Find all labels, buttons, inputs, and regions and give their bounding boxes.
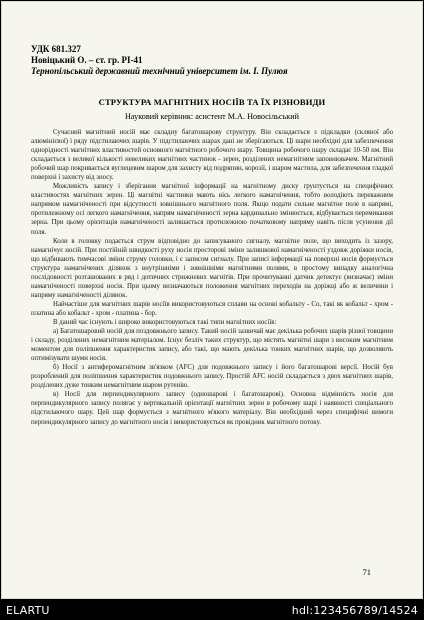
paragraph: в) Носії для перпендикулярного запису (одношарові і багатошарові). Основна відмінність носія для перпендикулярного запису полягає у вертикальній орієнтації магнітних зерен в робочому шарі і наявності спеціального підстилаючого шару. Цей шар формується з магнітного м'якого матеріалу. Він необхідний через специфічні вимоги перпендикулярного запису до магнітного носія і використовується як провідник магнітного потоку. xyxy=(31,391,393,426)
udc-code: УДК 681.327 xyxy=(31,44,81,54)
paragraph: а) Багатошаровий носій для поздовжнього запису. Такий носій зазвичай має декілька робочих шарів різної товщини і складу, розділених немагнітним матеріалом. Існує безліч таких структур, що містять магнітні шари з високим магнітним моментом для поліпшення характеристик запису, або такі, що мають декілька тонких магнітних шарів, що дозволяють оптимізувати шуми носія. xyxy=(31,328,393,363)
advisor-line: Науковий керівник: асистент М.А. Новосільський xyxy=(124,112,300,121)
paragraph: Сучасний магнітний носій має складну багатошарову структуру. Він складається з підкладки (скляної або алюмінієвої) і ряду підстилаючих шарів. У підстилаючих шарах дані не зберігаються. Ці шари необхідні для забезпечення однорідності магнітних властивостей основного магнітного робочого шару. Товщина робочого шару складає 10-50 нм. Він складається з великої кількості невеликих магнітних частинок - зерен, розділених немагнітним заповнювачем. Магнітний робочий шар покривається вуглецевим шаром для захисту від подряпин, корозії, і шаром мастила, для забезпечення гладкої поверхні і захисту від зносу. xyxy=(31,129,393,182)
paragraph: Найчастіше для магнітних шарів носіїв використовуються сплави на основі кобальту - Co, такі як кобальт - хром - платина або кобальт - хром - платина - бор. xyxy=(31,300,393,317)
article-body xyxy=(31,128,393,427)
repository-name: ELARTU xyxy=(6,604,50,617)
paragraph: В даний час існують і широко використовуються такі типи магнітних носіїв: xyxy=(53,318,277,326)
document-page xyxy=(1,1,423,599)
paragraph: б) Носії з антиферомагнітним зв'язком (AFC) для подовжнього запису і його багатошарові версії. Носій був розроблений для поліпшення характеристик подовжнього запису. Простій AFC носій складається з двох магнітних шарів, розділених дуже тонким немагнітним шаром рутенію. xyxy=(31,364,393,390)
page-number: 71 xyxy=(362,567,371,577)
paragraph: Можливість запису і зберігання магнітної інформації на магнітному диску ґрунтується на специфічних властивостях магнітних зерен. Ці магнітні частинки мають вісь легкого намагнічення, тобто володіють переважним напрямом намагніченості при відсутності зовнішнього магнітного поля. Якщо подати сильне магнітне поле в напрямі, протилежному осі легкого намагнічення, напрям намагніченості зерна кардинально змінюється, відбувається перемикання зерна. При цьому орієнтація намагніченості залишається протилежною початковому напряму навіть після усунення дії поля. xyxy=(31,183,393,236)
paragraph: Коли в головку подається струм відповідно до записуваного сигналу, магнітне поле, що виходить із зазору, намагнічує носій. При постійній швидкості руху носія просторові зміни залишкової намагніченості уздовж доріжки носія, що відбивають тимчасові зміни струму головки, і є записом сигналу. При записі інформації на поверхні носія формується структура намагнічених ділянок з внутрішніми і зовнішніми магнітними полями, в простому випадку аналогічна послідовності розташованих в ряд і дотичних стрижневих магнітів. При прочитуванні датчик детектує (визначає) зміни намагніченості поверхні носія. При цьому визначаються положення магнітних переходів на доріжці або ж величини і напряму намагніченості ділянок. xyxy=(31,237,393,299)
handle-identifier: hdl:123456789/14524 xyxy=(291,604,418,617)
author-line: Новіцький О. – ст. гр. РІ-41 xyxy=(31,55,143,65)
article-title: СТРУКТУРА МАГНІТНИХ НОСІЇВ ТА ЇХ РІЗНОВИДИ xyxy=(98,97,326,107)
university-line: Тернопільський державний технічний університет ім. І. Пулюя xyxy=(31,66,288,76)
